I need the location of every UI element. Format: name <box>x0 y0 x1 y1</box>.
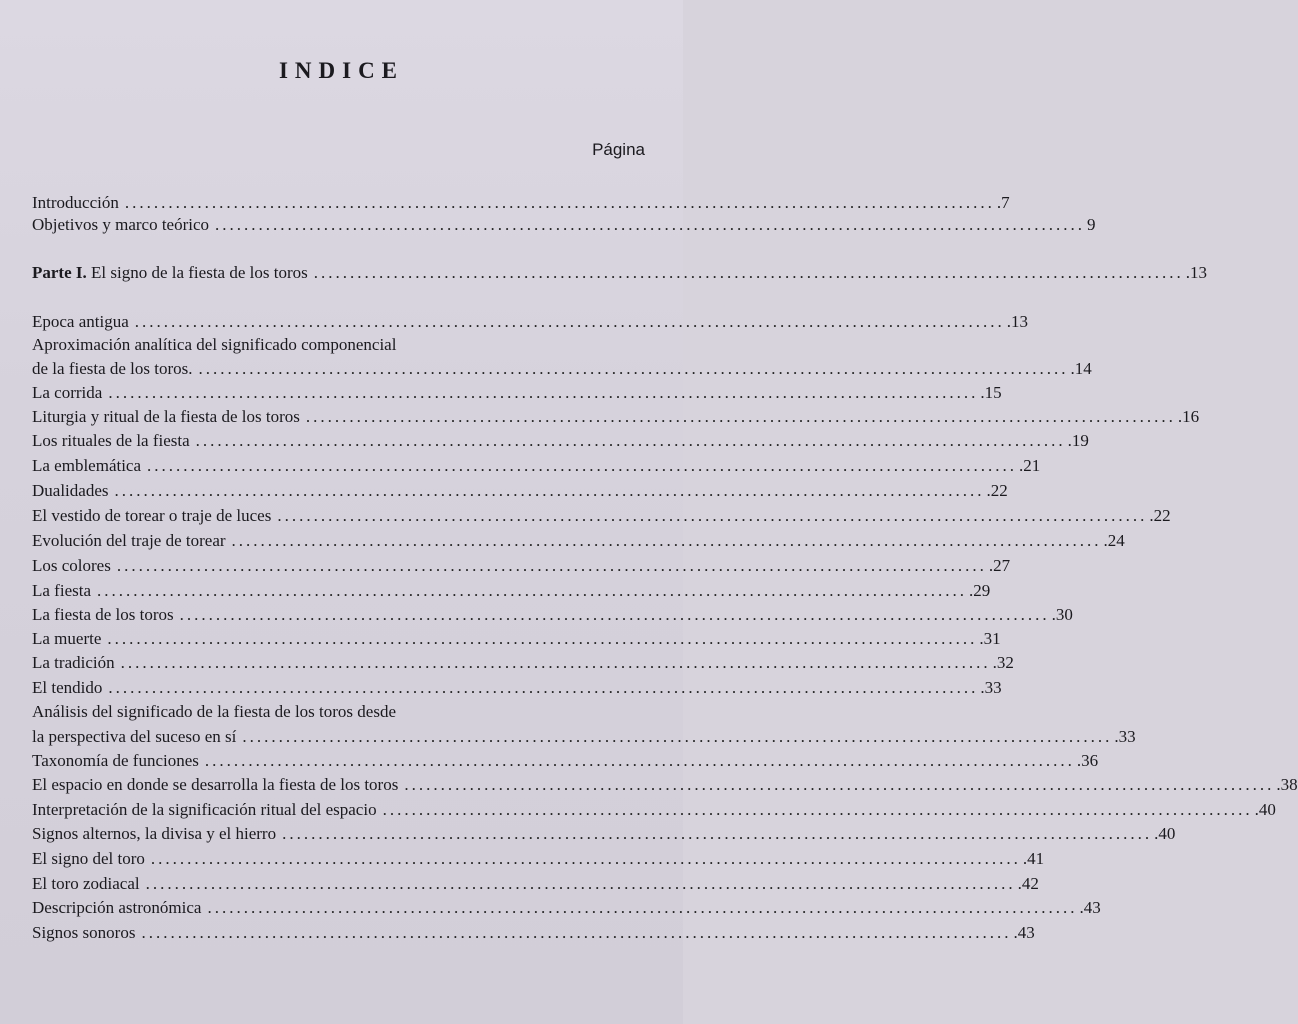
toc-page-number: .21 <box>1019 456 1041 475</box>
toc-page-number: .22 <box>986 481 1008 500</box>
toc-entry <box>32 406 1200 428</box>
toc-entry-title: Signos sonoros <box>32 923 136 942</box>
dot-leader: ........................................................................................................................ <box>404 775 1275 794</box>
toc-entry-title: El espacio en donde se desarrolla la fiesta de los toros <box>32 775 399 794</box>
dot-leader: ........................................................................................................................ <box>120 653 991 672</box>
part-title: El signo de la fiesta de los toros <box>91 263 308 282</box>
toc-entry-title: El toro zodiacal <box>32 874 140 893</box>
toc-entry <box>32 358 1092 380</box>
toc-page-number: .42 <box>1017 874 1039 893</box>
dot-leader: ........................................................................................................................ <box>207 898 1078 917</box>
toc-entry <box>32 701 646 723</box>
dot-leader: ........................................................................................................................ <box>108 678 979 697</box>
toc-entry-title: La emblemática <box>32 456 142 475</box>
toc-entry <box>32 873 1039 895</box>
toc-page-number: .13 <box>1006 312 1029 331</box>
toc-page-number: .33 <box>1114 727 1136 746</box>
dot-leader: ........................................................................................................................ <box>242 727 1113 746</box>
toc-page-number: .22 <box>1149 506 1171 525</box>
toc-page-number: .15 <box>980 383 1002 402</box>
toc-entry <box>32 604 1073 626</box>
toc-page-number: .40 <box>1154 824 1176 843</box>
dot-leader: ........................................................................................................................ <box>150 849 1021 868</box>
dot-leader: ........................................................................................................................ <box>97 581 967 600</box>
toc-page-number: .41 <box>1022 849 1045 868</box>
toc-entry-title: Epoca antigua <box>32 312 129 331</box>
toc-entry-title: Aproximación analítica del significado componencial <box>32 335 397 354</box>
dot-leader: ........................................................................................................................ <box>145 874 1016 893</box>
toc-entry <box>32 726 1136 748</box>
toc-entry-title: Introducción <box>32 193 119 212</box>
toc-entry-title: La fiesta <box>32 581 91 600</box>
toc-entry <box>32 262 1207 284</box>
toc-page-number: .24 <box>1103 531 1125 550</box>
toc-page-number: 9 <box>1087 215 1096 234</box>
toc-page-number: .40 <box>1254 800 1276 819</box>
part-label: Parte I. <box>32 263 87 282</box>
toc-page-number: .38 <box>1276 775 1298 794</box>
toc-entry <box>32 799 1276 821</box>
dot-leader: ........................................................................................................................ <box>108 383 979 402</box>
toc-entry-title: Evolución del traje de torear <box>32 531 226 550</box>
toc-entry-title: Interpretación de la significación ritual del espacio <box>32 800 377 819</box>
toc-entry <box>32 334 646 356</box>
toc-page-number: .36 <box>1076 751 1099 770</box>
dot-leader: ........................................................................................................................ <box>282 824 1153 843</box>
toc-entry <box>32 214 1096 236</box>
toc-entry <box>32 580 991 602</box>
toc-entry-title: La fiesta de los toros <box>32 605 174 624</box>
toc-entry-title: Objetivos y marco teórico <box>32 215 210 234</box>
dot-leader: ........................................................................................................................ <box>141 923 1012 942</box>
toc-entry <box>32 555 1011 577</box>
dot-leader: ........................................................................................................................ <box>134 312 1005 331</box>
toc-entry-title: La tradición <box>32 653 115 672</box>
page-column-header: Página <box>592 140 645 159</box>
toc-entry <box>32 848 1045 870</box>
dot-leader: ........................................................................................................................ <box>198 359 1069 378</box>
toc-entry <box>32 750 1099 772</box>
toc-entry <box>32 480 1008 502</box>
toc-entry-title: Signos alternos, la divisa y el hierro <box>32 824 277 843</box>
toc-entry-title: Taxonomía de funciones <box>32 751 199 770</box>
dot-leader: ........................................................................................................................ <box>215 215 1086 234</box>
toc-page-number: .30 <box>1051 605 1073 624</box>
toc-page-number: .27 <box>988 556 1011 575</box>
toc-entry <box>32 505 1171 527</box>
dot-leader: ........................................................................................................................ <box>231 531 1102 550</box>
toc-entry-title: El signo del toro <box>32 849 145 868</box>
toc-page-number: .13 <box>1185 263 1207 282</box>
dot-leader: ........................................................................................................................ <box>179 605 1050 624</box>
toc-page-number: .33 <box>980 678 1002 697</box>
dot-leader: ........................................................................................................................ <box>195 431 1066 450</box>
toc-entry-title: Descripción astronómica <box>32 898 202 917</box>
toc-entry <box>32 823 1176 845</box>
toc-entry-title: La corrida <box>32 383 103 402</box>
toc-entry <box>32 455 1041 477</box>
toc-entry <box>32 382 1002 404</box>
toc-page-number: .43 <box>1013 923 1035 942</box>
toc-page-number: .29 <box>969 581 991 600</box>
dot-leader: ........................................................................................................................ <box>114 481 985 500</box>
toc-entry-title <box>32 262 308 284</box>
toc-entry <box>32 677 1002 699</box>
toc-entry <box>32 628 1001 650</box>
toc-page-number: .43 <box>1079 898 1101 917</box>
toc-entry <box>32 311 1029 333</box>
dot-leader: ........................................................................................................................ <box>305 407 1176 426</box>
toc-page-number: .16 <box>1177 407 1200 426</box>
toc-entry <box>32 652 1014 674</box>
dot-leader: ........................................................................................................................ <box>124 193 995 212</box>
toc-entry-title: Análisis del significado de la fiesta de los toros desde <box>32 702 396 721</box>
dot-leader: ........................................................................................................................ <box>204 751 1075 770</box>
dot-leader: ........................................................................................................................ <box>277 506 1148 525</box>
dot-leader: ........................................................................................................................ <box>116 556 987 575</box>
toc-page-number: .31 <box>979 629 1001 648</box>
toc-page-number: .7 <box>996 193 1010 212</box>
toc-entry-title: El tendido <box>32 678 103 697</box>
toc-entry <box>32 922 1035 944</box>
toc-page-number: .14 <box>1070 359 1092 378</box>
toc-entry-title: Los rituales de la fiesta <box>32 431 190 450</box>
toc-entry <box>32 897 1101 919</box>
toc-entry-title: Dualidades <box>32 481 109 500</box>
toc-entry-title: El vestido de torear o traje de luces <box>32 506 272 525</box>
dot-leader: ........................................................................................................................ <box>382 800 1253 819</box>
toc-entry-title: la perspectiva del suceso en sí <box>32 727 237 746</box>
toc-entry-title: Liturgia y ritual de la fiesta de los toros <box>32 407 300 426</box>
dot-leader: ........................................................................................................................ <box>313 263 1184 282</box>
toc-entry-title: La muerte <box>32 629 102 648</box>
toc-page-number: .19 <box>1067 431 1089 450</box>
page-title: INDICE <box>278 58 405 83</box>
toc-page-number: .32 <box>992 653 1014 672</box>
toc-entry <box>32 192 1010 214</box>
dot-leader: ........................................................................................................................ <box>107 629 978 648</box>
toc-entry <box>32 530 1125 552</box>
toc-entry <box>32 774 1298 796</box>
dot-leader: ........................................................................................................................ <box>147 456 1018 475</box>
toc-entry <box>32 430 1089 452</box>
toc-entry-title: Los colores <box>32 556 111 575</box>
toc-entry-title: de la fiesta de los toros. <box>32 359 193 378</box>
